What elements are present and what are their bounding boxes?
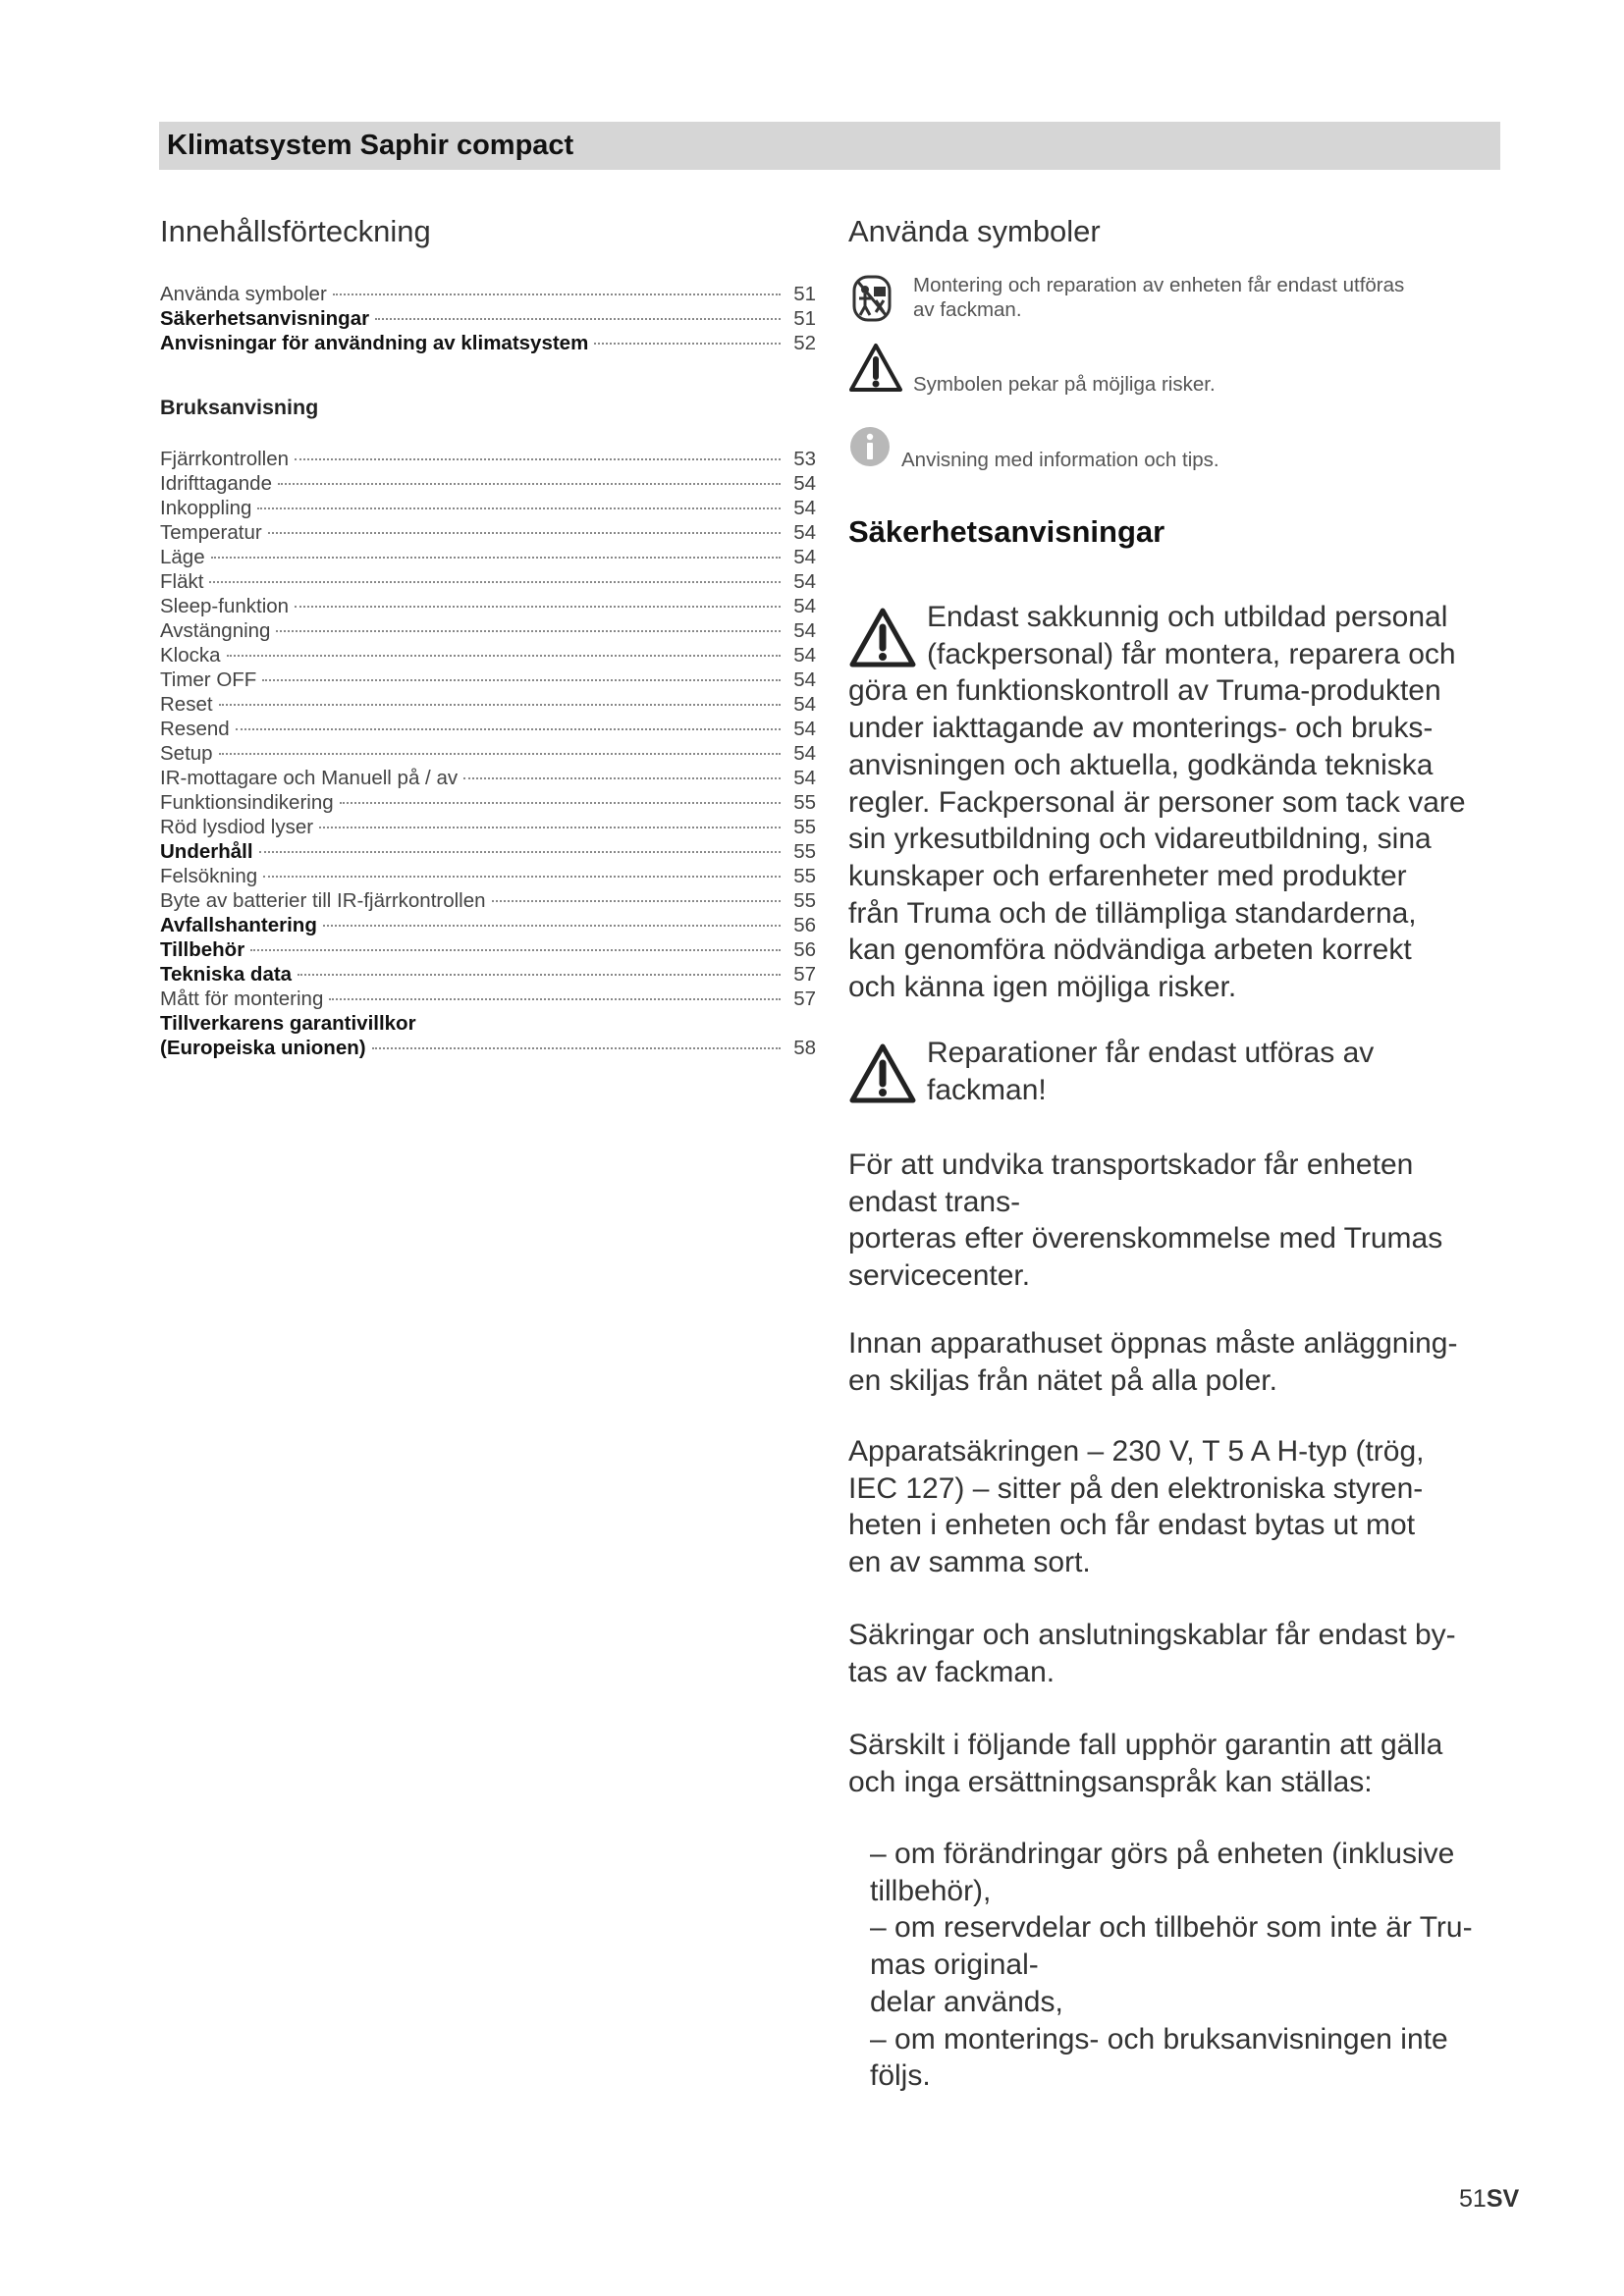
safety-warning-repairs [848,1035,1516,1108]
text-line: mas original- [870,1949,1039,1982]
toc-entry-label: Sleep-funktion [160,595,290,617]
toc-entry-label: Resend [160,718,230,740]
toc-entry-page: 54 [793,619,816,642]
text-line: Säkringar och anslutningskablar får endast by- [848,1619,1456,1651]
page-number-value: 51 [1459,2185,1487,2213]
toc-entry-label: Byte av batterier till IR-fjärrkontrollen [160,889,486,912]
toc-entry-label: Temperatur [160,521,262,544]
text-line: kunskaper och erfarenheter med produkter [848,859,1407,892]
toc-entry-label: Tillbehör [160,938,245,961]
toc-entry-page: 55 [793,840,816,863]
text-line: anvisningen och aktuella, godkända tekniska [848,748,1434,781]
toc-entry[interactable] [160,471,816,496]
toc-entry[interactable] [160,717,816,741]
toc-leader-dots [295,606,781,608]
toc-entry[interactable] [160,888,816,913]
toc-entry-page: 56 [793,938,816,961]
toc-entry-page: 54 [793,668,816,691]
toc-entry-label: Inkoppling [160,497,252,519]
text-line: – om reservdelar och tillbehör som inte är Tru- [870,1911,1473,1945]
symbol-item-mounting [848,273,1516,322]
toc-entry[interactable] [160,1036,816,1060]
toc-entry[interactable] [160,282,816,306]
info-icon [848,425,892,474]
toc-entry-label: Funktionsindikering [160,791,334,814]
toc-subheading: Bruksanvisning [160,396,319,419]
document-title: Klimatsystem Saphir compact [167,130,574,161]
toc-entry-label: Använda symboler [160,283,327,305]
toc-entry[interactable] [160,864,816,888]
text-line: Innan apparathuset öppnas måste anläggning- [848,1327,1458,1360]
text-line: från Truma och de tillämpliga standarderna, [848,896,1417,930]
text-line: heten i enheten och får endast bytas ut mot [848,1509,1416,1542]
toc-entry[interactable] [160,331,816,355]
table-of-contents [160,212,816,1060]
warranty-conditions-list [870,1836,1518,2095]
toc-entry-page: 54 [793,718,816,740]
toc-entry[interactable] [160,667,816,692]
toc-group-intro [160,282,816,355]
toc-leader-dots [295,458,781,460]
toc-leader-dots [372,1047,781,1049]
toc-entry-page: 56 [793,914,816,936]
toc-entry-page: 58 [793,1037,816,1059]
toc-leader-dots [268,532,781,534]
text-line: porteras efter överenskommelse med Trumas [848,1222,1443,1255]
text-line: Endast sakkunnig och utbildad personal [927,601,1448,633]
toc-leader-dots [323,925,781,927]
text-line: och känna igen möjliga risker. [848,971,1237,1004]
toc-entry-page: 55 [793,889,816,912]
toc-leader-dots [278,483,781,485]
toc-leader-dots [250,949,781,951]
toc-leader-dots [340,802,781,804]
toc-entry-label: Idrifttagande [160,472,272,495]
toc-leader-dots [259,851,781,853]
toc-entry[interactable] [160,766,816,790]
safety-title: Säkerhetsanvisningar [848,514,1165,549]
text-line: – om förändringar görs på enheten (inklusive [870,1838,1455,1870]
toc-entry-page: 55 [793,791,816,814]
page-number [1459,2185,1519,2214]
toc-entry-label: Underhåll [160,840,253,863]
text-line: och inga ersättningsanspråk kan ställas: [848,1765,1373,1798]
toc-entry-page: 57 [793,963,816,986]
text-line: IEC 127) – sitter på den elektroniska styren- [848,1471,1424,1505]
toc-entry-page: 51 [793,283,816,305]
toc-entry[interactable] [160,643,816,667]
toc-entry-page: 54 [793,497,816,519]
toc-leader-dots [262,679,781,681]
text-line: delar används, [870,1985,1063,2018]
toc-leader-dots [211,557,781,559]
toc-entry-label: Felsökning [160,865,258,887]
toc-leader-dots [257,507,781,509]
toc-entry[interactable] [160,839,816,864]
toc-leader-dots [263,876,781,878]
safety-warning-text [848,599,1516,1006]
toc-leader-dots [375,318,781,320]
page-language-code: SV [1486,2185,1520,2213]
text-line: servicecenter. [848,1259,1031,1293]
toc-entry-page: 52 [793,332,816,354]
no-tampering-icon [848,273,895,330]
toc-entry-page: 54 [793,521,816,544]
toc-entry-label: Anvisningar för användning av klimatsystem [160,332,589,354]
toc-leader-dots [298,974,781,976]
toc-entry[interactable] [160,618,816,643]
warning-triangle-icon [848,343,903,400]
toc-entry[interactable] [160,962,816,987]
warning-triangle-icon [848,607,917,674]
toc-leader-dots [236,728,781,730]
toc-entry-page: 54 [793,693,816,716]
toc-entry[interactable] [160,937,816,962]
safety-warning-text [848,1035,1516,1108]
text-line: Särskilt i följande fall upphör garantin att gälla [848,1729,1443,1761]
toc-leader-dots [333,294,781,295]
toc-entry-label: Fjärrkontrollen [160,448,290,470]
toc-entry[interactable] [160,447,816,471]
toc-entry-page: 54 [793,570,816,593]
toc-warranty-line1[interactable]: Tillverkarens garantivillkor [160,1012,416,1035]
text-line: sin yrkesutbildning och vidareutbildning, sina [848,823,1432,856]
toc-entry[interactable] [160,692,816,717]
toc-leader-dots [594,343,781,345]
toc-entry[interactable] [160,913,816,937]
toc-entry[interactable] [160,741,816,766]
toc-leader-dots [209,581,781,583]
toc-entry[interactable] [160,815,816,839]
toc-entry-label: Reset [160,693,213,716]
toc-leader-dots [219,753,781,755]
toc-leader-dots [276,630,781,632]
text-line: tas av fackman. [848,1655,1056,1688]
toc-entry-label: Timer OFF [160,668,257,691]
toc-entry-label: Mått för montering [160,988,324,1010]
text-line: fackman! [927,1073,1047,1106]
toc-entry-page: 55 [793,816,816,838]
text-line: Reparationer får endast utföras av [927,1037,1375,1069]
toc-entry-page: 54 [793,595,816,617]
toc-entry-page: 57 [793,988,816,1010]
toc-entry[interactable] [160,594,816,618]
toc-entry-label: Avfallshantering [160,914,317,936]
toc-entry-page: 54 [793,472,816,495]
text-line: kan genomföra nödvändiga arbeten korrekt [848,934,1412,967]
symbols-title: Använda symboler [848,214,1101,248]
toc-entry[interactable] [160,987,816,1011]
text-line: en skiljas från nätet på alla poler. [848,1363,1277,1397]
toc-leader-dots [227,655,781,657]
text-line: under iakttagande av monterings- och bruks- [848,712,1434,745]
toc-entry-label: Setup [160,742,213,765]
toc-leader-dots [219,704,781,706]
text-line: tillbehör), [870,1874,992,1907]
paragraph-transport [848,1147,1516,1295]
symbol-text-line: Symbolen pekar på möjliga risker. [913,373,1216,396]
toc-entry-page: 54 [793,742,816,765]
text-line: en av samma sort. [848,1546,1091,1579]
toc-entry-page: 54 [793,767,816,789]
toc-entry[interactable] [160,790,816,815]
toc-leader-dots [319,827,781,828]
toc-entry-label: (Europeiska unionen) [160,1037,366,1059]
toc-entry-page: 53 [793,448,816,470]
toc-entry-label: Röd lysdiod lyser [160,816,314,838]
toc-entry-label: Fläkt [160,570,204,593]
paragraph-fuse [848,1433,1516,1581]
paragraph-cables [848,1617,1516,1690]
text-line: För att undvika transportskador får enheten [848,1148,1414,1181]
text-line: endast trans- [848,1185,1021,1218]
text-line: göra en funktionskontroll av Truma-produkten [848,674,1441,708]
toc-entry-label: Läge [160,546,205,568]
paragraph-warranty [848,1727,1516,1800]
toc-leader-dots [492,900,781,902]
paragraph-housing [848,1325,1516,1399]
toc-entry-page: 51 [793,307,816,330]
toc-group-manual [160,447,816,1011]
toc-entry[interactable] [160,569,816,594]
toc-entry[interactable] [160,520,816,545]
warning-triangle-icon [848,1042,917,1110]
text-line: regler. Fackpersonal är personer som tack vare [848,785,1466,819]
symbol-text-line: Anvisning med information och tips. [901,449,1219,471]
symbol-text-line: Montering och reparation av enheten får endast utföras [913,274,1405,296]
text-line: följs. [870,2059,931,2093]
text-line: – om monterings- och bruksanvisningen inte [870,2022,1448,2056]
toc-entry-label: Avstängning [160,619,271,642]
text-line: (fackpersonal) får montera, reparera och [927,637,1456,670]
toc-entry[interactable] [160,496,816,520]
toc-entry-page: 54 [793,546,816,568]
page-header [159,122,1500,170]
safety-warning-personnel [848,599,1516,1006]
toc-entry[interactable] [160,545,816,569]
toc-title: Innehållsförteckning [160,214,431,248]
toc-entry-label: Tekniska data [160,963,293,986]
toc-entry-label: IR-mottagare och Manuell på / av [160,767,459,789]
toc-entry-label: Säkerhetsanvisningar [160,307,370,330]
toc-entry-label: Klocka [160,644,221,667]
toc-entry-page: 55 [793,865,816,887]
toc-leader-dots [463,777,781,779]
right-column [848,212,1516,2093]
toc-leader-dots [329,998,781,1000]
toc-entry[interactable] [160,306,816,331]
text-line: Apparatsäkringen – 230 V, T 5 A H-typ (trög, [848,1435,1425,1468]
symbol-text-line: av fackman. [913,298,1022,321]
toc-entry-page: 54 [793,644,816,667]
